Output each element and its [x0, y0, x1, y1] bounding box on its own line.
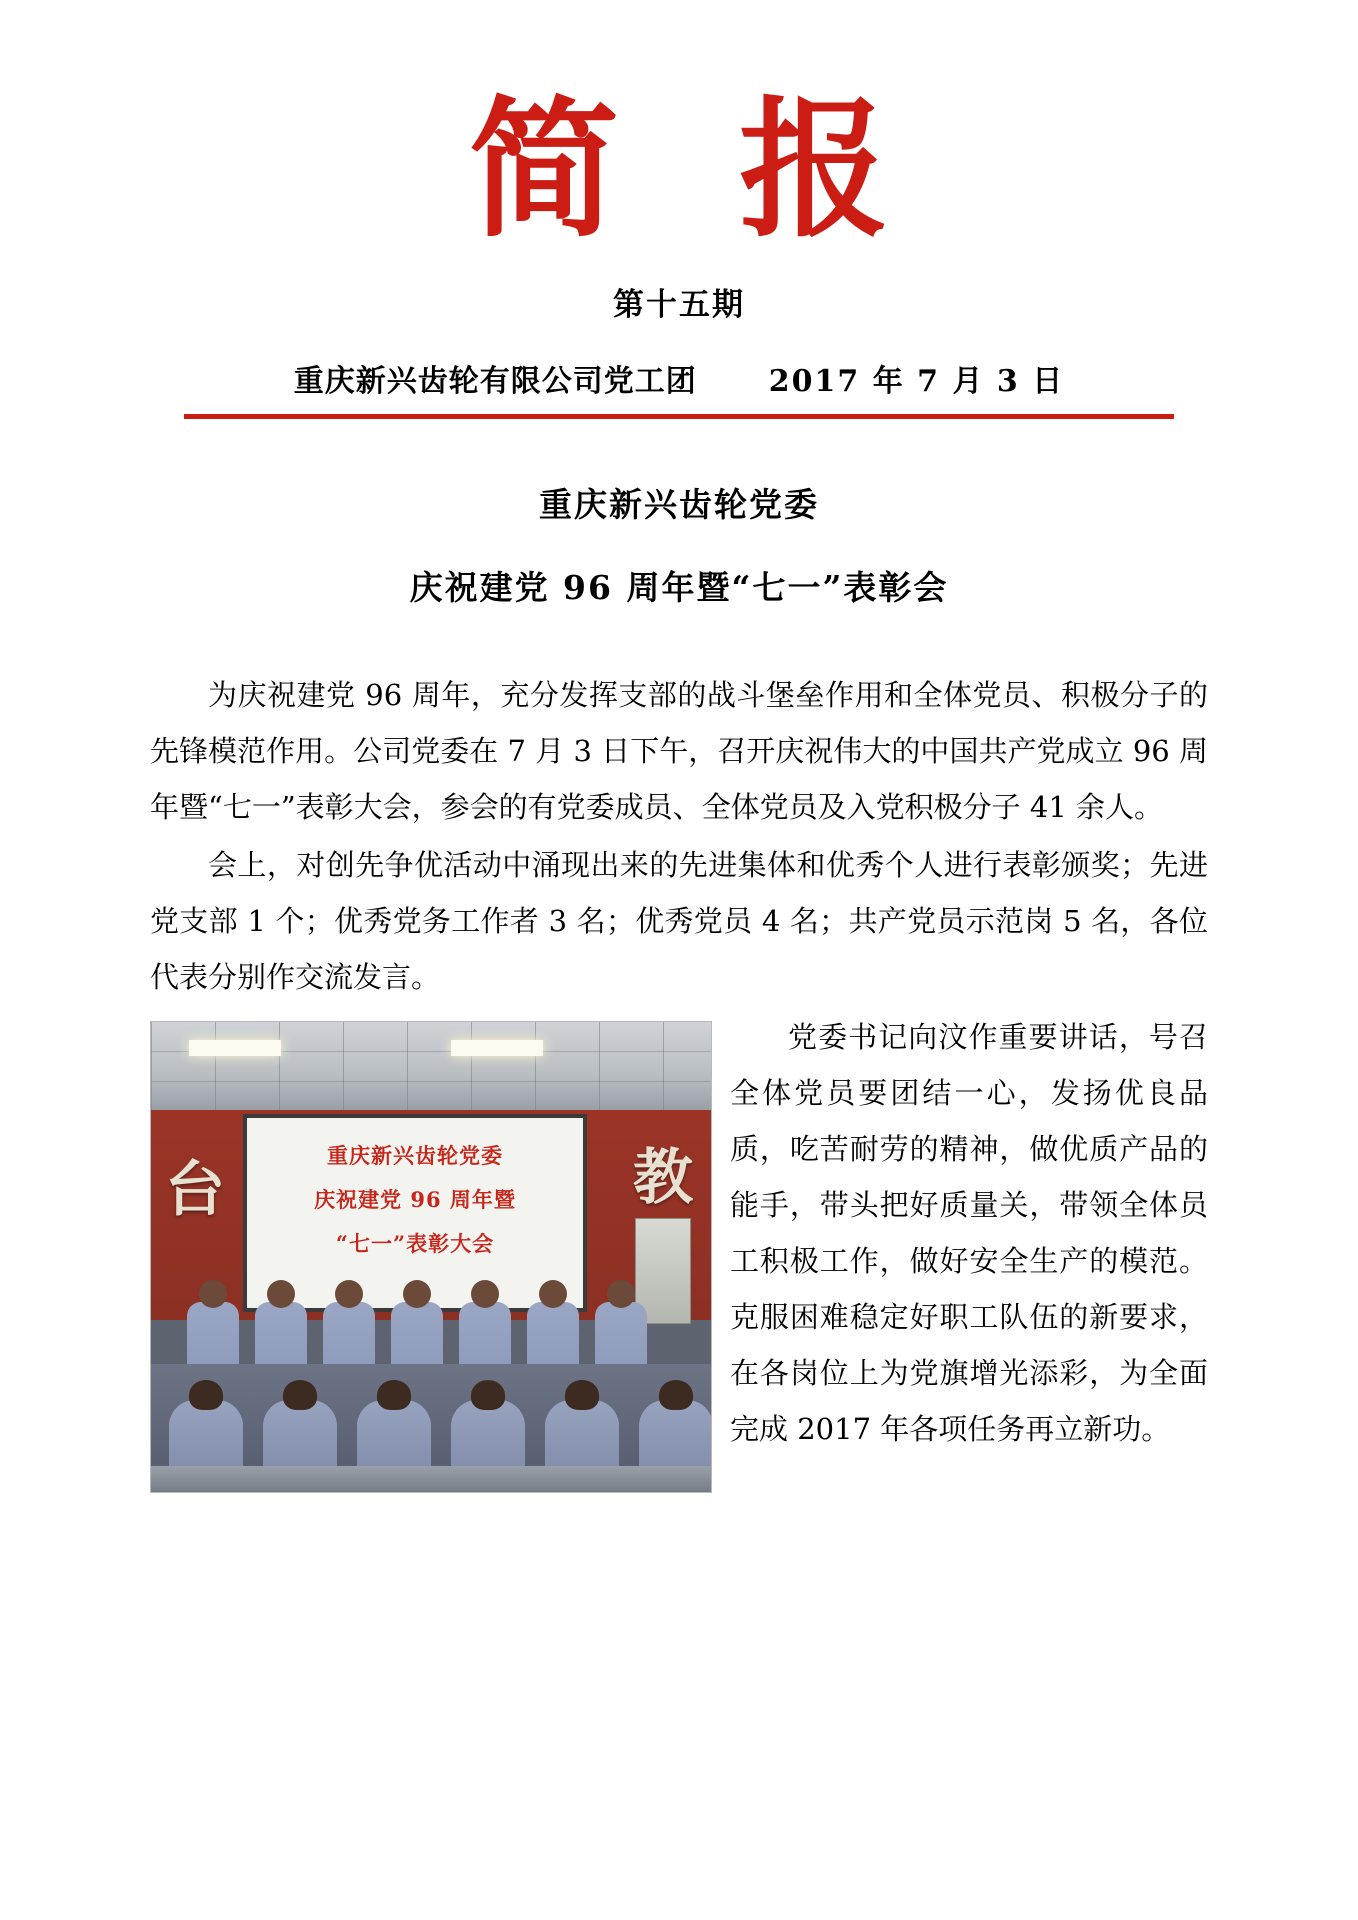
masthead-meta-row: [150, 356, 1208, 400]
headline-line-2: 庆祝建党 96 周年暨“七一”表彰会: [409, 568, 949, 607]
article-body: [150, 667, 1208, 1005]
person-head: [283, 1380, 317, 1410]
screen-line-2: 庆祝建党 96 周年暨: [314, 1187, 516, 1212]
person-head: [659, 1380, 693, 1410]
headline: [150, 479, 1208, 609]
screen-line-1: 重庆新兴齿轮党委: [327, 1143, 503, 1168]
screen-line-3: “七一”表彰大会: [335, 1231, 495, 1256]
person-head: [267, 1280, 295, 1308]
paragraph-2: 会上，对创先争优活动中涌现出来的先进集体和优秀个人进行表彰颁奖；先进党支部 1 个；优秀党务工作者 3 名；优秀党员 4 名；共产党员示范岗 5 名，各位代表分别作交流发言。: [150, 848, 1208, 994]
masthead: [150, 0, 1208, 419]
audience-area: [151, 1364, 711, 1492]
person-head: [199, 1280, 227, 1308]
person-head: [377, 1380, 411, 1410]
publication-date: 2017 年 7 月 3 日: [768, 364, 1065, 399]
paragraph-3: 党委书记向汶作重要讲话，号召全体党员要团结一心，发扬优良品质，吃苦耐劳的精神，做优质产品的能手，带头把好质量关，带领全体员工积极工作，做好安全生产的模范。克服困难稳定好职工队伍的新要求，在各岗位上为党旗增光添彩，为全面完成 2017 年各项任务再立新功。: [730, 1020, 1208, 1446]
person-head: [471, 1280, 499, 1308]
person-head: [539, 1280, 567, 1308]
issue-number: 第十五期: [613, 287, 745, 323]
article-body-wrapped: [150, 1009, 1208, 1457]
wall-character-right: 教: [633, 1143, 693, 1213]
audience-desk: [151, 1466, 711, 1492]
masthead-divider: [184, 414, 1174, 419]
photo-ceiling-light: [451, 1040, 543, 1056]
person-head: [189, 1380, 223, 1410]
publication-title: 简报: [468, 82, 1009, 258]
projection-screen-text: [247, 1134, 583, 1266]
photo-ceiling-grid: [151, 1022, 711, 1110]
person-head: [335, 1280, 363, 1308]
person-head: [471, 1380, 505, 1410]
wall-character-left: 台: [165, 1155, 225, 1225]
event-photo: [150, 1021, 712, 1493]
headline-line-1: 重庆新兴齿轮党委: [539, 485, 819, 524]
person-head: [403, 1280, 431, 1308]
photo-ceiling-light: [189, 1040, 281, 1056]
person-head: [607, 1280, 635, 1308]
person-head: [565, 1380, 599, 1410]
organization-name: 重庆新兴齿轮有限公司党工团: [293, 364, 697, 399]
paragraph-1: 为庆祝建党 96 周年，充分发挥支部的战斗堡垒作用和全体党员、积极分子的先锋模范作用。公司党委在 7 月 3 日下午，召开庆祝伟大的中国共产党成立 96 周年暨“七一”表彰大会，参会的有党委成员、全体党员及入党积极分子 41 余人。: [150, 678, 1208, 824]
